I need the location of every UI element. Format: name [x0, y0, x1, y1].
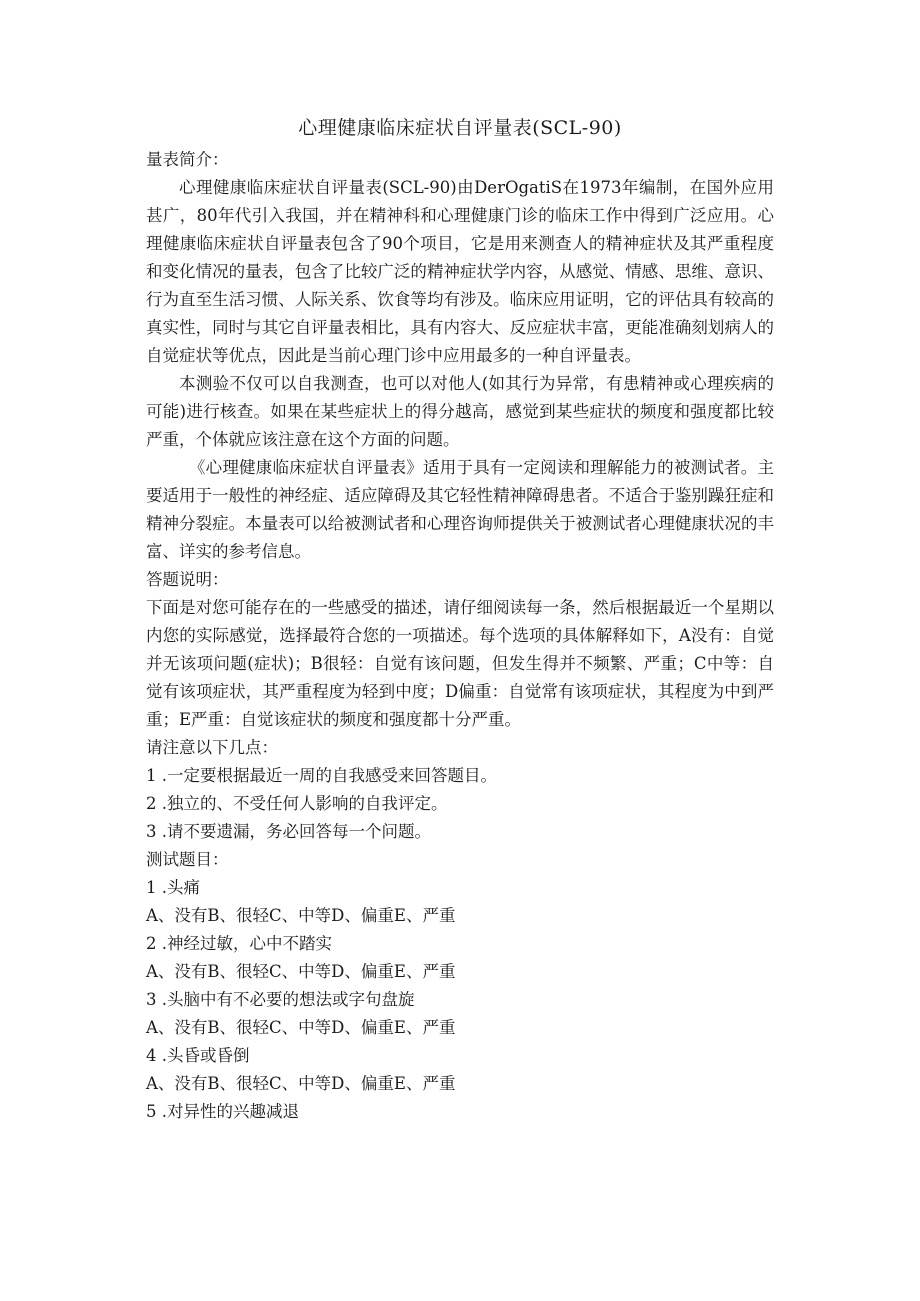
question-options: A、没有B、很轻C、中等D、偏重E、严重 — [146, 962, 456, 981]
questions-heading: 测试题目： — [146, 850, 229, 869]
intro-paragraph-2: 本测验不仅可以自我测查，也可以对他人(如其行为异常，有患精神或心理疾病的可能)进行核查。如果在某些症状上的得分越高，感觉到某些症状的频度和强度都比较严重，个体就应该注意在这个方面的问题。 — [146, 374, 774, 449]
question-text: 5 .对异性的兴趣减退 — [146, 1102, 299, 1121]
instructions-heading: 答题说明： — [146, 570, 229, 589]
notes-heading: 请注意以下几点： — [146, 738, 278, 757]
question-options: A、没有B、很轻C、中等D、偏重E、严重 — [146, 1018, 456, 1037]
question-text: 4 .头昏或昏倒 — [146, 1046, 250, 1065]
intro-paragraph-3: 《心理健康临床症状自评量表》适用于具有一定阅读和理解能力的被测试者。主要适用于一般性的神经症、适应障碍及其它轻性精神障碍患者。不适合于鉴别躁狂症和精神分裂症。本量表可以给被测试者和心理咨询师提供关于被测试者心理健康状况的丰富、详实的参考信息。 — [146, 458, 774, 561]
intro-paragraph-1: 心理健康临床症状自评量表(SCL-90)由DerOgatiS在1973年编制，在国外应用甚广，80年代引入我国，并在精神科和心理健康门诊的临床工作中得到广泛应用。心理健康临床症状自评量表包含了90个项目，它是用来测查人的精神症状及其严重程度和变化情况的量表，包含了比较广泛的精神症状学内容，从感觉、情感、思维、意识、行为直至生活习惯、人际关系、饮食等均有涉及。临床应用证明，它的评估具有较高的真实性，同时与其它自评量表相比，具有内容大、反应症状丰富，更能准确刻划病人的自觉症状等优点，因此是当前心理门诊中应用最多的一种自评量表。 — [146, 178, 774, 365]
note-item: 3 .请不要遗漏，务必回答每一个问题。 — [146, 822, 431, 841]
question-text: 2 .神经过敏，心中不踏实 — [146, 934, 332, 953]
document-body — [146, 146, 774, 1126]
document-title: 心理健康临床症状自评量表(SCL-90) — [298, 117, 622, 139]
question-options: A、没有B、很轻C、中等D、偏重E、严重 — [146, 1074, 456, 1093]
question-text: 3 .头脑中有不必要的想法或字句盘旋 — [146, 990, 415, 1009]
instructions-text: 下面是对您可能存在的一些感受的描述，请仔细阅读每一条，然后根据最近一个星期以内您的实际感觉，选择最符合您的一项描述。每个选项的具体解释如下，A没有：自觉并无该项问题(症状)；B很轻：自觉有该问题，但发生得并不频繁、严重；C中等：自觉有该项症状，其严重程度为轻到中度；D偏重：自觉常有该项症状，其程度为中到严重；E严重：自觉该症状的频度和强度都十分严重。 — [146, 598, 774, 729]
question-options: A、没有B、很轻C、中等D、偏重E、严重 — [146, 906, 456, 925]
note-item: 1 .一定要根据最近一周的自我感受来回答题目。 — [146, 766, 497, 785]
note-item: 2 .独立的、不受任何人影响的自我评定。 — [146, 794, 448, 813]
question-text: 1 .头痛 — [146, 878, 200, 897]
intro-heading: 量表简介： — [146, 150, 229, 169]
